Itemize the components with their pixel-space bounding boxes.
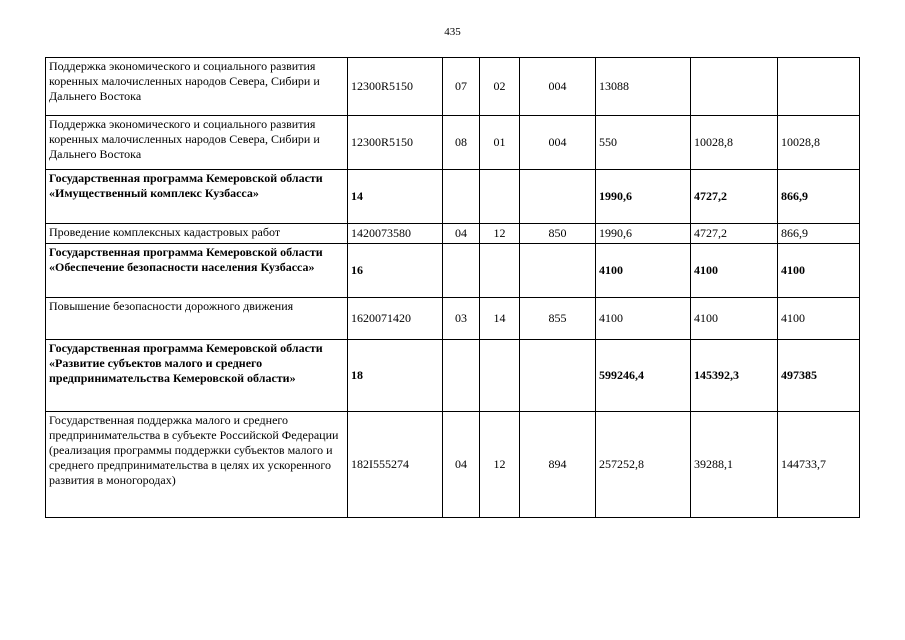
page-number: 435 <box>444 26 461 38</box>
amount-3: 866,9 <box>778 170 860 224</box>
target-code: 18 <box>348 340 443 412</box>
amount-2: 4100 <box>691 298 778 340</box>
section-code <box>443 244 480 298</box>
row-name: Поддержка экономического и социального развития коренных малочисленных народов Севера, Сибири и Дальнего Востока <box>46 116 348 170</box>
expense-type: 004 <box>520 58 596 116</box>
section-code: 04 <box>443 224 480 244</box>
amount-1: 13088 <box>596 58 691 116</box>
amount-3 <box>778 58 860 116</box>
target-code: 12300R5150 <box>348 58 443 116</box>
amount-2: 39288,1 <box>691 412 778 518</box>
amount-3: 4100 <box>778 298 860 340</box>
table-row <box>46 116 860 170</box>
amount-2: 4727,2 <box>691 170 778 224</box>
subsection-code: 02 <box>480 58 520 116</box>
row-name: Государственная программа Кемеровской области «Развитие субъектов малого и среднего предпринимательства Кемеровской области» <box>46 340 348 412</box>
table-row <box>46 340 860 412</box>
table-row <box>46 58 860 116</box>
expense-type: 850 <box>520 224 596 244</box>
amount-2: 4727,2 <box>691 224 778 244</box>
target-code: 1620071420 <box>348 298 443 340</box>
amount-1: 4100 <box>596 244 691 298</box>
expense-type <box>520 170 596 224</box>
row-name: Повышение безопасности дорожного движения <box>46 298 348 340</box>
row-name: Поддержка экономического и социального развития коренных малочисленных народов Севера, Сибири и Дальнего Востока <box>46 58 348 116</box>
subsection-code: 14 <box>480 298 520 340</box>
section-code <box>443 170 480 224</box>
row-name: Государственная программа Кемеровской области «Обеспечение безопасности населения Кузбасса» <box>46 244 348 298</box>
amount-2 <box>691 58 778 116</box>
amount-3: 144733,7 <box>778 412 860 518</box>
table-row <box>46 170 860 224</box>
section-code: 03 <box>443 298 480 340</box>
amount-3: 10028,8 <box>778 116 860 170</box>
target-code: 1420073580 <box>348 224 443 244</box>
amount-3: 497385 <box>778 340 860 412</box>
amount-2: 4100 <box>691 244 778 298</box>
row-name: Государственная программа Кемеровской области «Имущественный комплекс Кузбасса» <box>46 170 348 224</box>
amount-1: 1990,6 <box>596 170 691 224</box>
amount-3: 866,9 <box>778 224 860 244</box>
expense-type: 855 <box>520 298 596 340</box>
table-row <box>46 412 860 518</box>
expense-type: 894 <box>520 412 596 518</box>
budget-table <box>45 57 860 518</box>
section-code: 08 <box>443 116 480 170</box>
expense-type: 004 <box>520 116 596 170</box>
table-row <box>46 244 860 298</box>
expense-type <box>520 244 596 298</box>
amount-1: 599246,4 <box>596 340 691 412</box>
table-row <box>46 298 860 340</box>
target-code: 182I555274 <box>348 412 443 518</box>
subsection-code <box>480 170 520 224</box>
subsection-code <box>480 340 520 412</box>
target-code: 14 <box>348 170 443 224</box>
amount-3: 4100 <box>778 244 860 298</box>
table-row <box>46 224 860 244</box>
amount-1: 1990,6 <box>596 224 691 244</box>
target-code: 16 <box>348 244 443 298</box>
amount-1: 4100 <box>596 298 691 340</box>
row-name: Государственная поддержка малого и среднего предпринимательства в субъекте Российской Федерации (реализация программы поддержки субъектов малого и среднего предпринимательства в целях их ускоренного развития в моногородах) <box>46 412 348 518</box>
section-code: 07 <box>443 58 480 116</box>
subsection-code: 12 <box>480 412 520 518</box>
amount-1: 257252,8 <box>596 412 691 518</box>
subsection-code: 01 <box>480 116 520 170</box>
target-code: 12300R5150 <box>348 116 443 170</box>
amount-1: 550 <box>596 116 691 170</box>
section-code: 04 <box>443 412 480 518</box>
subsection-code <box>480 244 520 298</box>
expense-type <box>520 340 596 412</box>
amount-2: 145392,3 <box>691 340 778 412</box>
subsection-code: 12 <box>480 224 520 244</box>
row-name: Проведение комплексных кадастровых работ <box>46 224 348 244</box>
section-code <box>443 340 480 412</box>
amount-2: 10028,8 <box>691 116 778 170</box>
